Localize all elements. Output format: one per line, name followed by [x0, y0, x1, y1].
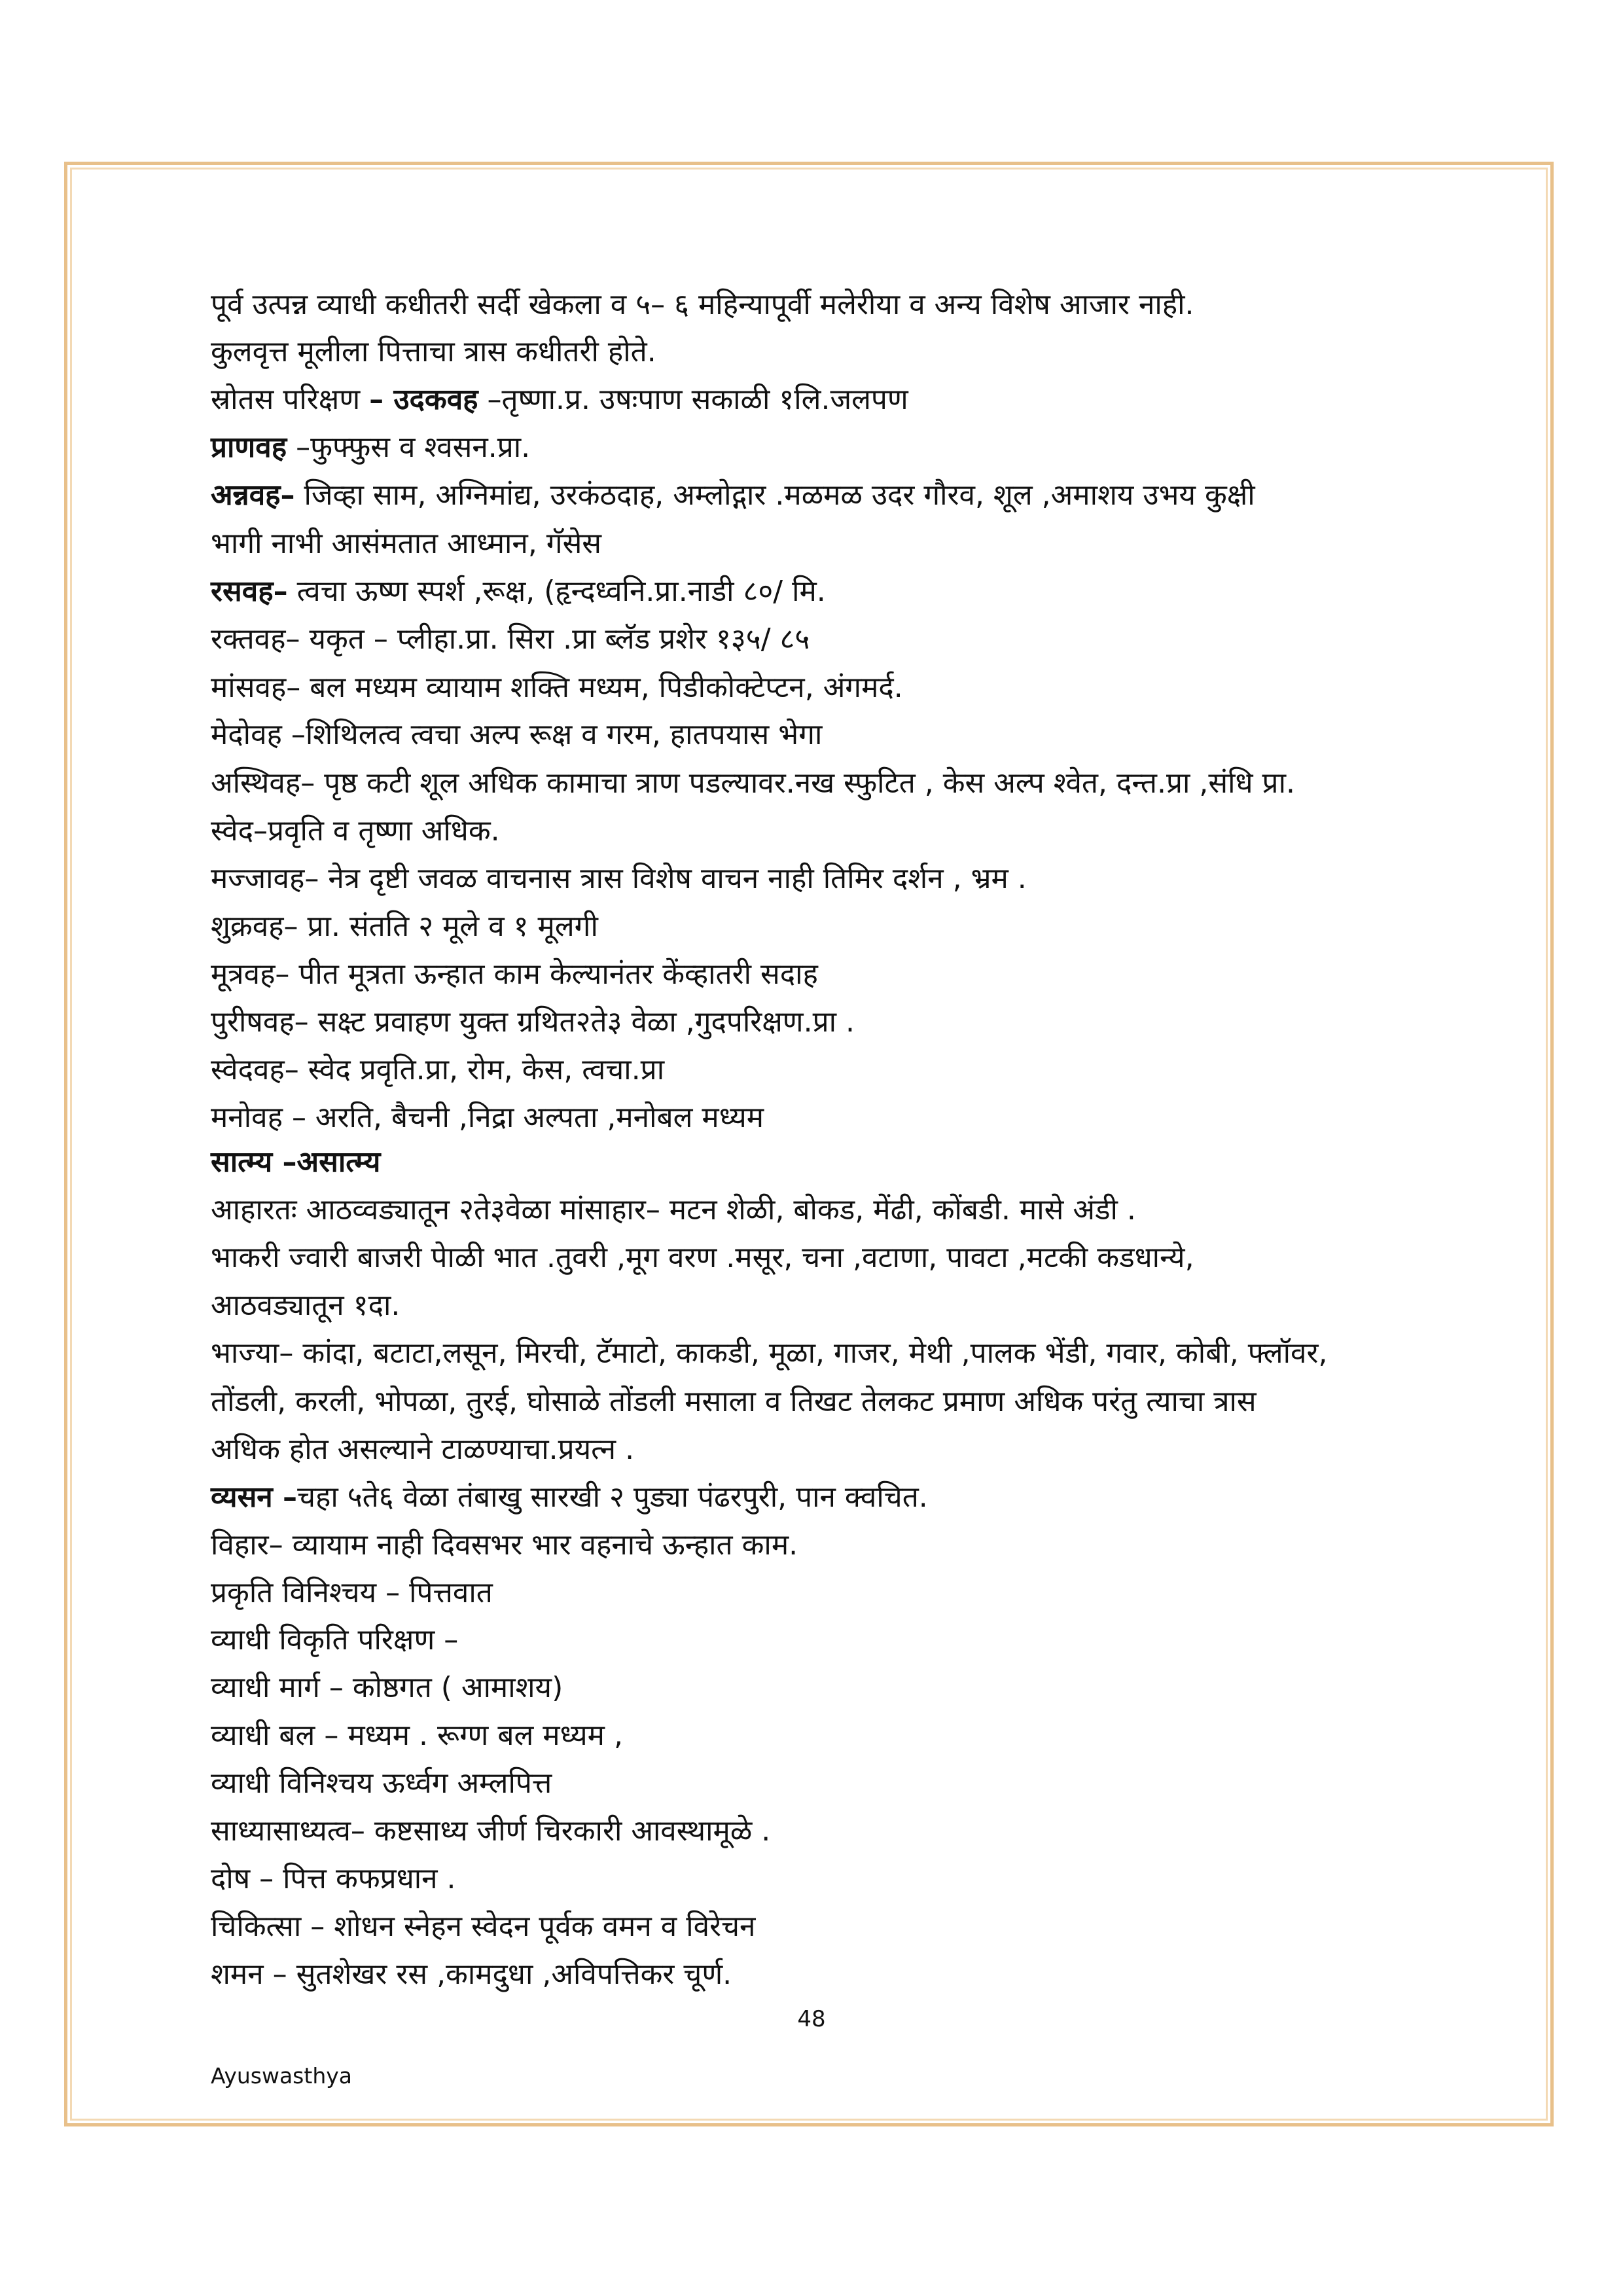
text-line	[211, 1664, 563, 1712]
line-text: –तृष्णा.प्र. उषःपाण सकाळी १लि.जलपण	[478, 383, 908, 416]
text-line	[211, 1617, 458, 1664]
line-text: भाज्या– कांदा, बटाटा,लसून, मिरची, टॅमाटो, काकडी, मूळा, गाजर, मेथी ,पालक भेंडी, गवार, कोबी, फ्लॉवर,	[211, 1336, 1328, 1370]
text-line	[211, 281, 1194, 329]
text-line	[211, 760, 1295, 807]
text-line	[211, 951, 818, 998]
text-line	[211, 1094, 764, 1141]
line-text: अस्थिवह– पृष्ठ कटी शूल अधिक कामाचा त्राण पडल्यावर.नख स्फुटित , केस अल्प श्वेत, दन्त.प्रा ,संधि प्रा.	[211, 766, 1295, 800]
line-heading: – उदकवह	[369, 383, 478, 416]
line-heading: रसवह–	[211, 575, 288, 608]
text-line	[211, 1139, 380, 1186]
text-line	[211, 1330, 1327, 1377]
line-heading: व्यसन –	[211, 1480, 298, 1514]
line-text: रक्तवह– यकृत – प्लीहा.प्रा. सिरा .प्रा ब्लॅड प्रशेर १३५/ ८५	[211, 622, 810, 656]
text-line	[211, 520, 601, 567]
text-line	[211, 1426, 634, 1473]
text-line	[211, 568, 826, 615]
line-text: मनोवह – अरति, बैचनी ,निद्रा अल्पता ,मनोबल मध्यम	[211, 1101, 764, 1134]
text-line	[211, 472, 1255, 519]
line-text: चिकित्सा – शोधन स्नेहन स्वेदन पूर्वक वमन व विरेचन	[211, 1910, 756, 1943]
footer-brand: Ayuswasthya	[211, 2063, 352, 2089]
text-line	[211, 1378, 1257, 1426]
line-text: मूत्रवह– पीत मूत्रता ऊन्हात काम केल्यानंतर केंव्हातरी सदाह	[211, 958, 818, 991]
line-text: शुक्रवह– प्रा. संतति २ मूले व १ मूलगी	[211, 910, 598, 943]
line-text: व्याधी विकृति परिक्षण –	[211, 1623, 459, 1657]
line-text: प्रकृति विनिश्चय – पित्तवात	[211, 1576, 493, 1609]
line-text: अधिक होत असल्याने टाळण्याचा.प्रयत्न .	[211, 1433, 635, 1466]
line-text: मांसवह– बल मध्यम व्यायाम शक्ति मध्यम, पिडीकोक्टेप्टन, अंगमर्द.	[211, 671, 903, 704]
text-line	[211, 1234, 1194, 1282]
text-line	[211, 1187, 1136, 1234]
text-line	[211, 329, 656, 376]
line-text: व्याधी मार्ग – कोष्ठगत ( आमाशय)	[211, 1671, 563, 1704]
line-text: मेदोवह –शिथिलत्व त्वचा अल्प रूक्ष व गरम, हातपयास भेगा	[211, 718, 823, 751]
text-line	[211, 903, 598, 950]
line-heading: अन्नवह–	[211, 478, 295, 512]
text-line	[211, 1522, 798, 1569]
text-line	[211, 1712, 623, 1759]
text-line	[211, 1951, 732, 1998]
text-line	[211, 1282, 400, 1329]
line-text: त्वचा ऊष्ण स्पर्श ,रूक्ष, (हृन्दध्वनि.प्रा.नाडी ८०/ मि.	[287, 575, 826, 608]
line-text: स्वेद–प्रवृति व तृष्णा अधिक.	[211, 814, 500, 848]
line-text: चहा ५ते६ वेळा तंबाखु सारखी २ पुड्या पंढरपुरी, पान क्वचित.	[297, 1480, 928, 1514]
line-text: शमन – सुतशेखर रस ,कामदुधा ,अविपत्तिकर चूर्ण.	[211, 1958, 732, 1991]
text-line	[211, 711, 822, 759]
line-text: भागी नाभी आसंमतात आध्मान, गॅसेस	[211, 527, 602, 560]
line-text: भाकरी ज्वारी बाजरी पेाळी भात .तुवरी ,मूग वरण .मसूर, चना ,वटाणा, पावटा ,मटकी कडधान्ये,	[211, 1241, 1194, 1274]
text-line	[211, 855, 1027, 903]
line-text: साध्यासाध्यत्व– कष्टसाध्य जीर्ण चिरकारी आवस्थामूळे .	[211, 1814, 771, 1848]
line-text: तोंडली, करली, भोपळा, तुरई, घोसाळे तोंडली मसाला व तिखट तेलकट प्रमाण अधिक परंतु त्याचा त्रास	[211, 1385, 1257, 1418]
line-text: आहारतः आठव्वड्यातून २ते३वेळा मांसाहार– मटन शेळी, बोकड, मेंढी, कोंबडी. मासे अंडी .	[211, 1193, 1136, 1227]
line-text: पुरीषवह– सक्ष्ट प्रवाहण युक्त ग्रथित२ते३ वेळा ,गुदपरिक्षण.प्रा .	[211, 1005, 855, 1039]
line-text: विहार– व्यायाम नाही दिवसभर भार वहनाचे ऊन्हात काम.	[211, 1528, 798, 1562]
text-line	[211, 376, 908, 423]
text-line	[211, 1903, 755, 1950]
page-number: 48	[797, 2006, 826, 2032]
line-text: दोष – पित्त कफप्रधान .	[211, 1862, 456, 1895]
text-line	[211, 1570, 493, 1617]
line-heading: सात्म्य –असात्म्य	[211, 1145, 381, 1179]
text-line	[211, 424, 530, 471]
text-line	[211, 1474, 928, 1521]
text-line	[211, 664, 903, 711]
text-line	[211, 999, 855, 1046]
text-line	[211, 808, 500, 855]
line-text: पूर्व उत्पन्न व्याधी कधीतरी सर्दी खेकला व ५– ६ महिन्यापूर्वी मलेरीया व अन्य विशेष आजार नाही.	[211, 288, 1194, 321]
line-text: –फुफ्फुस व श्वसन.प्रा.	[287, 431, 531, 464]
line-heading: प्राणवह	[211, 431, 287, 464]
line-text: व्याधी विनिश्चय ऊर्ध्वग अम्लपित्त	[211, 1767, 552, 1800]
line-text: आठवड्यातून १दा.	[211, 1289, 401, 1322]
text-line	[211, 1760, 552, 1807]
text-line	[211, 1047, 664, 1094]
line-text: स्रोतस परिक्षण	[211, 383, 370, 416]
text-line	[211, 1856, 456, 1903]
line-text: मज्जावह– नेत्र दृष्टी जवळ वाचनास त्रास विशेष वाचन नाही तिमिर दर्शन , भ्रम .	[211, 862, 1027, 895]
text-line	[211, 616, 810, 663]
line-text: स्वेदवह– स्वेद प्रवृति.प्रा, रोम, केस, त्वचा.प्रा	[211, 1053, 665, 1086]
text-line	[211, 1808, 770, 1855]
line-text: कुलवृत्त मूलीला पित्ताचा त्रास कधीतरी होते.	[211, 335, 656, 368]
line-text: जिव्हा साम, अग्निमांद्य, उरकंठदाह, अम्लोद्गार .मळमळ उदर गौरव, शूल ,अमाशय उभय कुक्षी	[294, 478, 1255, 512]
line-text: व्याधी बल – मध्यम . रूग्ण बल मध्यम ,	[211, 1719, 623, 1752]
